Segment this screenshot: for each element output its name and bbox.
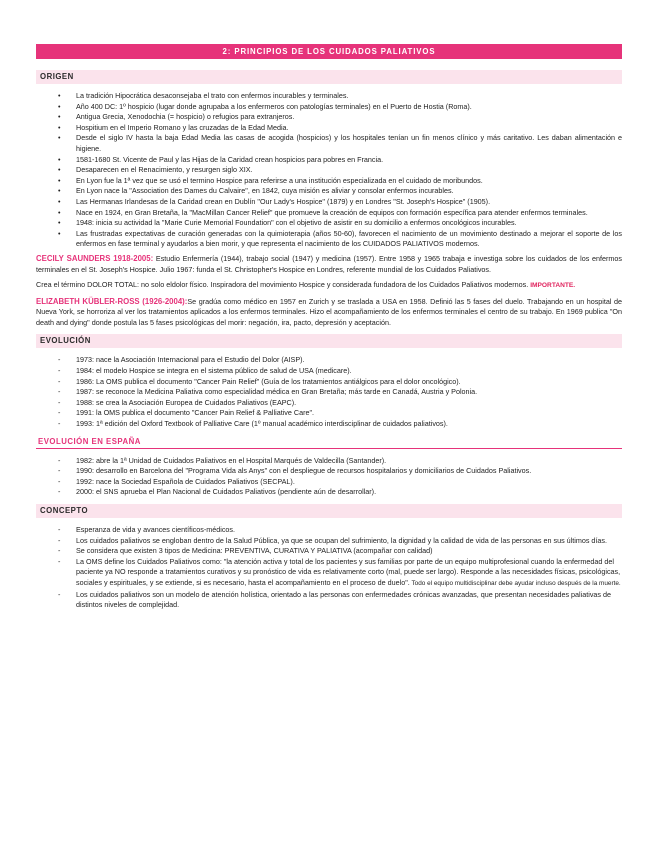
list-item: • Las Hermanas Irlandesas de la Caridad crean en Dublín "Our Lady's Hospice" (1879) y en Londres "St. Joseph's Hospice" (1905). (36, 197, 622, 208)
important-label: IMPORTANTE. (530, 282, 576, 290)
list-item: - 1984: el modelo Hospice se integra en el sistema público de salud de USA (medicare). (36, 366, 622, 377)
list-item: - 2000: el SNS aprueba el Plan Nacional de Cuidados Paliativos (pendiente aún de desarrollar). (36, 487, 622, 498)
list-item: • Desde el siglo IV hasta la baja Edad Media las casas de acogida (hospicios) y los hospitales tenían un fin menos clínico y más caritativo. Les daban alimentación e higiene. (36, 133, 622, 154)
list-item: - 1973: nace la Asociación Internacional para el Estudio del Dolor (AISP). (36, 355, 622, 366)
list-item: - Esperanza de vida y avances científicos-médicos. (36, 525, 622, 536)
list-item: - 1988: se crea la Asociación Europea de Cuidados Paliativos (EAPC). (36, 398, 622, 409)
saunders-text: Estudio Enfermería (1944), trabajo social (1947) y medicina (1957). Entre 1958 y 1965 trabaja e investiga sobre los cuidados de los enfermos terminales en el St. Joseph's Hospice. Julio 1967: funda el St. Christopher's Hospice en Londres, referente mundial de los Cuidados Paliativos. (36, 253, 622, 274)
list-item: - 1982: abre la 1ª Unidad de Cuidados Paliativos en el Hospital Marqués de Valdecilla (Santander). (36, 456, 622, 467)
section-heading-concepto: CONCEPTO (36, 504, 622, 518)
list-item: - 1987: se reconoce la Medicina Paliativa como especialidad médica en Gran Bretaña; más tarde en Canadá, Austria y Polonia. (36, 387, 622, 398)
kubler-text: Se gradúa como médico en 1957 en Zurich y se traslada a USA en 1958. Definió las 5 fases del duelo. Trabajando en un hospital de Nueva York, se horroriza al ver los tratamientos aplicados a los enfermos terminales. Hizo el acompañamiento de los enfermos terminales el centro de su trabajo. En 1969 publica "On death and dying" donde postula las 5 fases psicológicas del morir: negación, ira, pacto, depresión y aceptación. (36, 296, 622, 327)
list-item: • Año 400 DC: 1º hospicio (lugar donde agrupaba a los enfermeros con patologías terminales) en el Puerto de Hostia (Roma). (36, 102, 622, 113)
list-item: - 1990: desarrollo en Barcelona del "Programa Vida als Anys" con el despliegue de recursos hospitalarios y domiciliarios de Cuidados Paliativos. (36, 466, 622, 477)
concepto-list (36, 525, 622, 611)
list-item: • Desaparecen en el Renacimiento, y resurgen siglo XIX. (36, 165, 622, 176)
kubler-name: ELIZABETH KÜBLER-ROSS (1926-2004): (36, 296, 188, 306)
list-item: • 1948: inicia su actividad la "Marie Curie Memorial Foundation" con el objetivo de asistir en su domicilio a enfermos oncológicos incurables. (36, 218, 622, 229)
list-item: • Las frustradas expectativas de curación generadas con la quimioterapia (años 50-60), favorecen el nacimiento de un movimiento destinado a mejorar el soporte de los enfermos en fase terminal y ayudarlos a bien morir, y que representa el nacimiento de los CUIDADOS PALIATIVOS modernos. (36, 229, 622, 250)
saunders-paragraph-2 (36, 280, 622, 292)
list-item: • Hospitium en el Imperio Romano y las cruzadas de la Edad Media. (36, 123, 622, 134)
list-item: • 1581-1680 St. Vicente de Paul y las Hijas de la Caridad crean hospicios para pobres en Francia. (36, 155, 622, 166)
list-item: - 1992: nace la Sociedad Española de Cuidados Paliativos (SECPAL). (36, 477, 622, 488)
origen-list (36, 91, 622, 250)
section-heading-espana: EVOLUCIÓN EN ESPAÑA (36, 435, 622, 449)
section-heading-origen: ORIGEN (36, 70, 622, 84)
page-title: 2: PRINCIPIOS DE LOS CUIDADOS PALIATIVOS (36, 44, 622, 59)
list-item: - Los cuidados paliativos se engloban dentro de la Salud Pública, ya que se ocupan del sufrimiento, la dignidad y la calidad de vida de las personas en sus últimos días. (36, 536, 622, 547)
oms-note: Todo el equipo multidisciplinar debe ayudar incluso después de la muerte. (409, 579, 621, 587)
document-page (36, 44, 622, 611)
list-item: - Los cuidados paliativos son un modelo de atención holística, orientado a las personas con enfermedades crónicas avanzadas, que presentan necesidades paliativas de distintos niveles de complejidad. (36, 590, 622, 611)
list-item: • En Lyon fue la 1ª vez que se usó el termino Hospice para referirse a una institución especializada en el cuidado de moribundos. (36, 176, 622, 187)
evolucion-list (36, 355, 622, 429)
list-item: • Nace en 1924, en Gran Bretaña, la "MacMillan Cancer Relief" que promueve la creación de equipos con formación específica para atender enfermos terminales. (36, 208, 622, 219)
list-item: - 1986: La OMS publica el documento "Cancer Pain Relief" (Guía de los tratamientos antiálgicos para el dolor oncológico). (36, 377, 622, 388)
list-item: - 1993: 1ª edición del Oxford Textbook of Palliative Care (1º manual académico interdisciplinar de cuidados paliativos). (36, 419, 622, 430)
list-item: • La tradición Hipocrática desaconsejaba el trato con enfermos incurables y terminales. (36, 91, 622, 102)
list-item: • Antigua Grecia, Xenodochia (= hospicio) o refugios para extranjeros. (36, 112, 622, 123)
list-item: - Se considera que existen 3 tipos de Medicina: PREVENTIVA, CURATIVA Y PALIATIVA (acompañar con calidad) (36, 546, 622, 557)
list-item-oms (36, 557, 622, 590)
list-item: • En Lyon nace la "Association des Dames du Calvaire", en 1842, cuya misión es aliviar y consolar enfermos incurables. (36, 186, 622, 197)
espana-list (36, 456, 622, 498)
saunders-text-2: Crea el término DOLOR TOTAL: no solo eldolor físico. Inspiradora del movimiento Hospice y considerada fundadora de los Cuidados Paliativos modernos. (36, 280, 529, 290)
saunders-name: CECILY SAUNDERS 1918-2005: (36, 253, 154, 263)
list-item: - 1991: la OMS publica el documento "Cancer Pain Relief & Palliative Care". (36, 408, 622, 419)
oms-definition: La OMS define los Cuidados Paliativos como: "la atención activa y total de los pacientes y sus familias por parte de un equipo multiprofesional cuando la enfermedad del paciente ya NO responde a tratamientos curativos y su pronóstico de vida es relativamente corto (mal, puede ser largo). Responde a las necesidades físicas, psicológicas, sociales y espirituales, y se extiende, si es necesario, hasta el acompañamiento en el proceso de duelo". (76, 556, 621, 587)
saunders-paragraph (36, 254, 622, 275)
kubler-paragraph (36, 297, 622, 329)
section-heading-evolucion: EVOLUCIÓN (36, 334, 622, 348)
